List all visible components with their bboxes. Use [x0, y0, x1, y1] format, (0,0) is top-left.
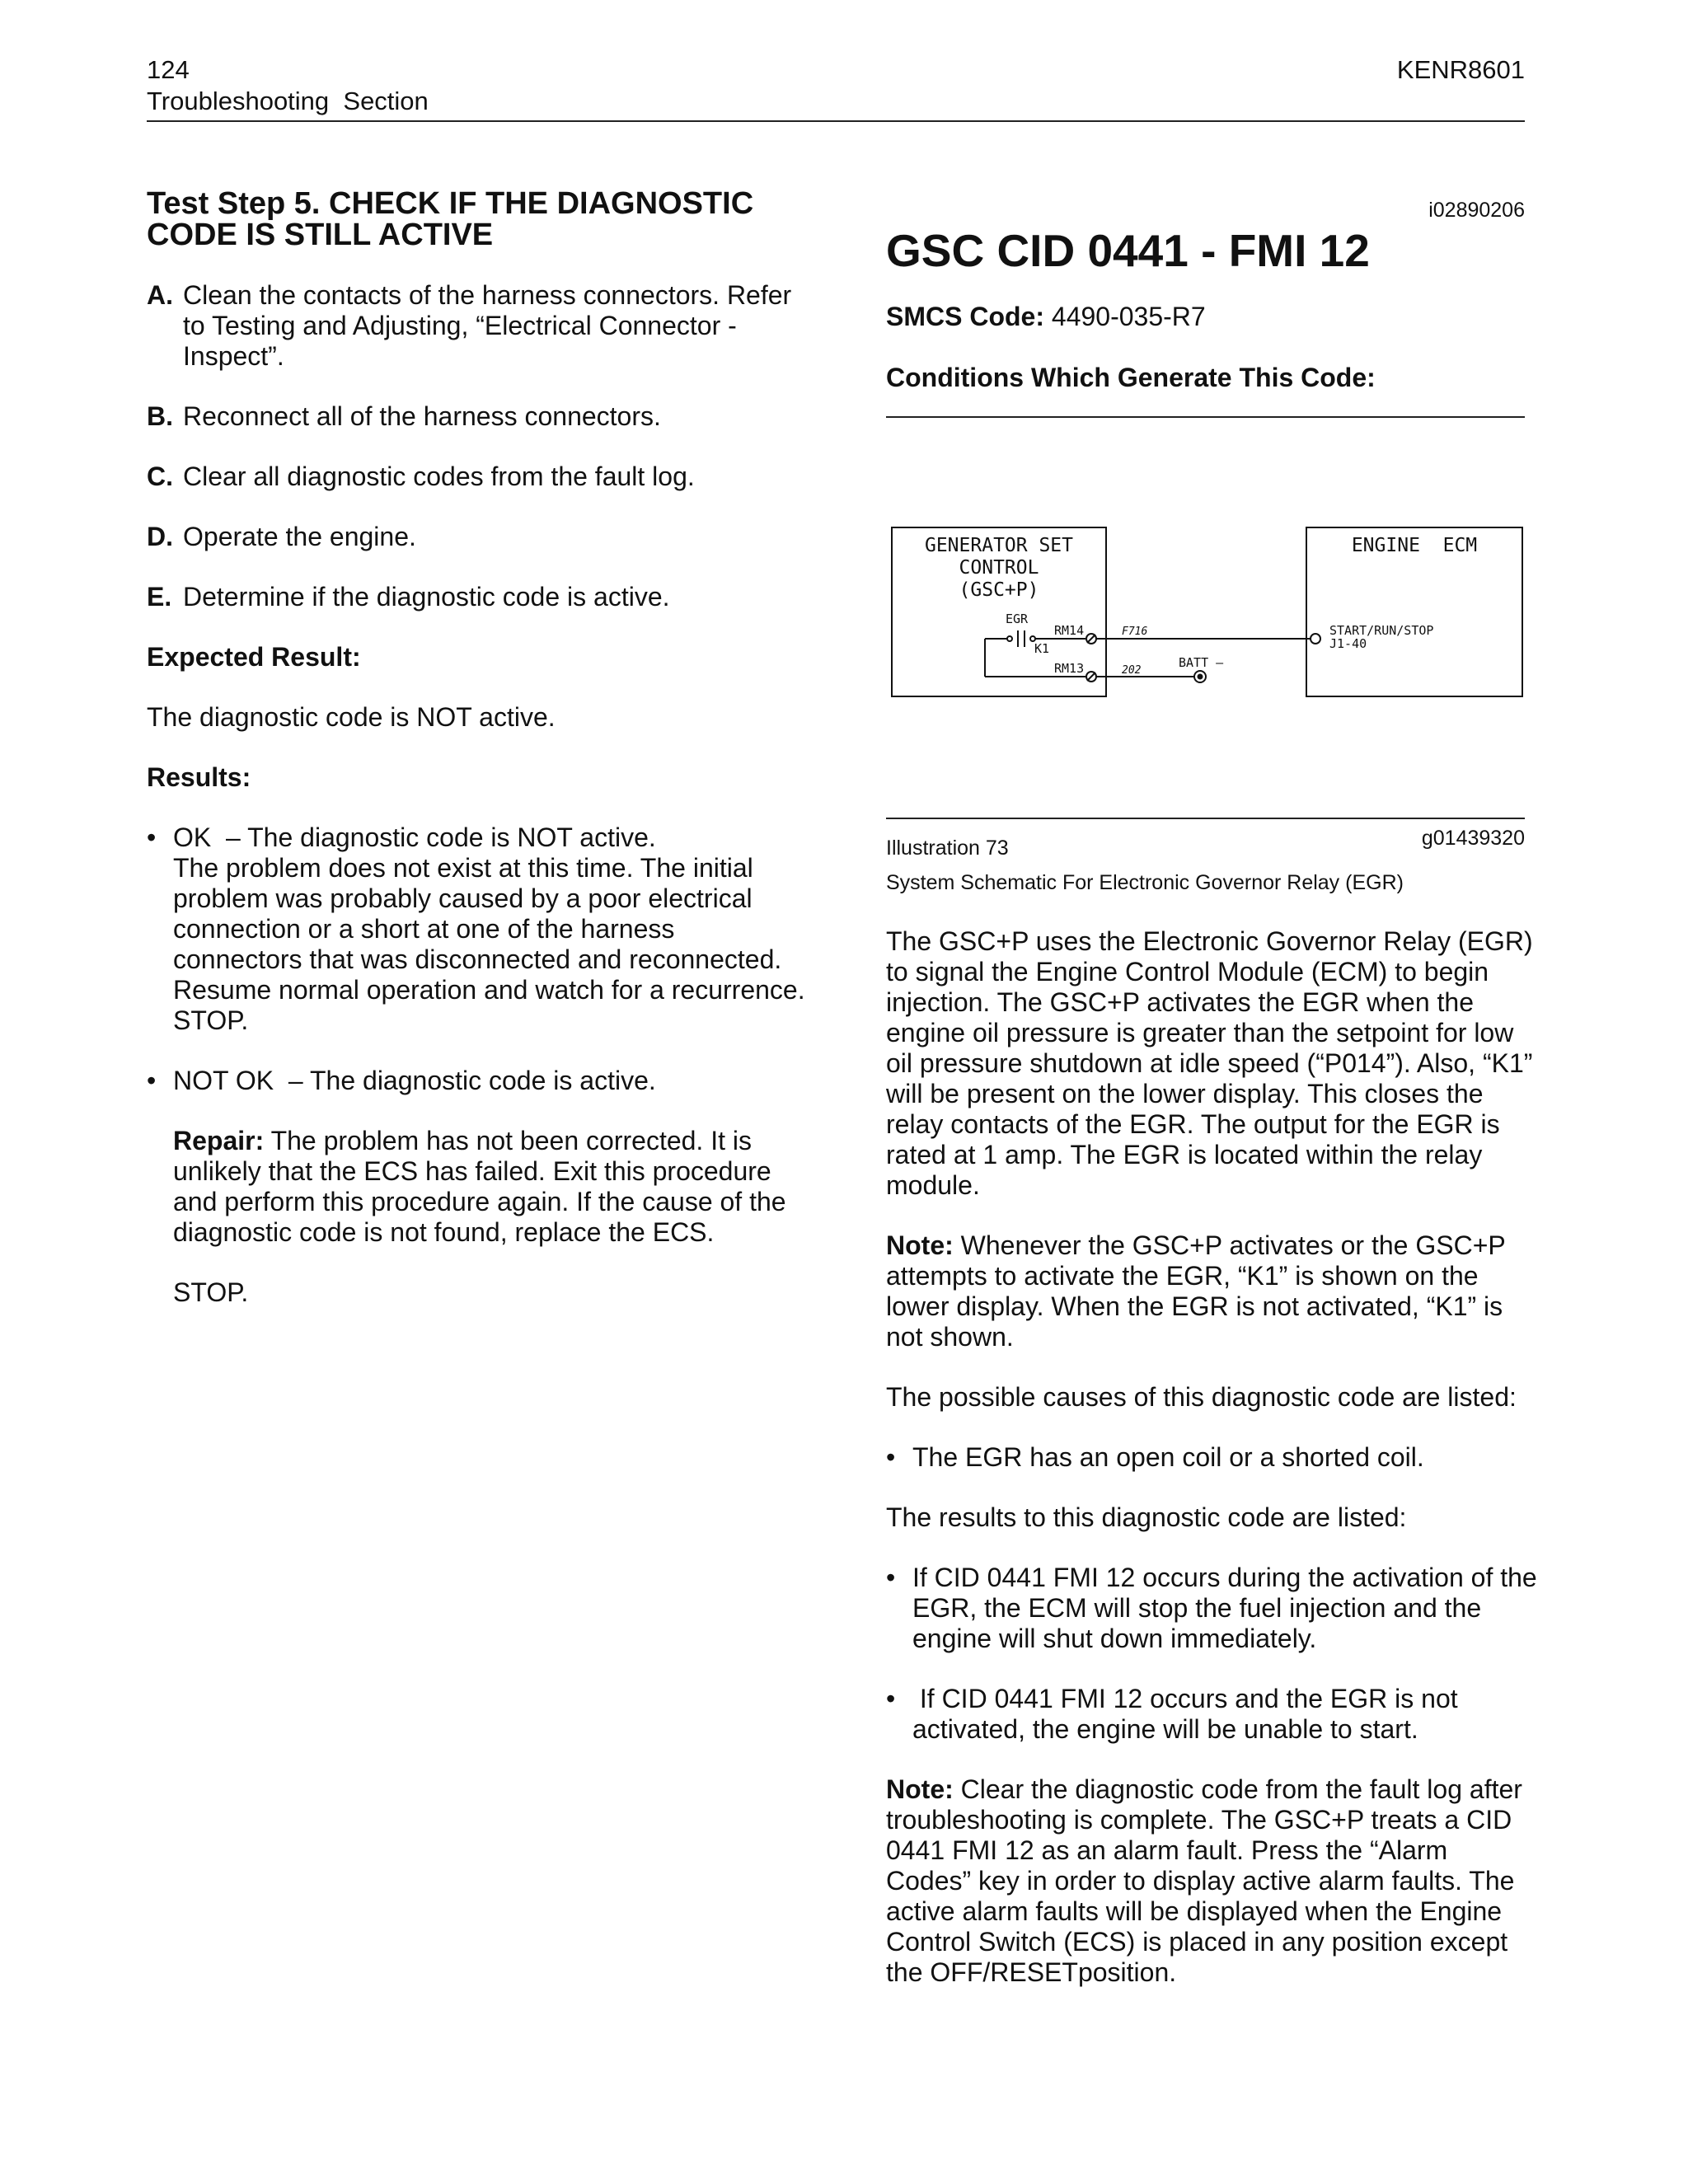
egr-label: EGR [1006, 612, 1029, 626]
repair-paragraph [173, 1126, 806, 1248]
step-text: Reconnect all of the harness connectors. [183, 401, 661, 431]
figure-top-rule [886, 416, 1525, 418]
note-paragraph-2 [886, 1774, 1537, 1988]
conditions-heading: Conditions Which Generate This Code: [886, 363, 1376, 392]
bullet-icon: • [886, 1684, 896, 1713]
header-rule [147, 120, 1525, 122]
smcs-code [886, 302, 1206, 332]
step-text: Determine if the diagnostic code is active. [183, 582, 670, 612]
expected-result-heading: Expected Result: [147, 642, 361, 672]
expected-result-text: The diagnostic code is NOT active. [147, 702, 556, 732]
step-text: Clean the contacts of the harness connectors. Refer to Testing and Adjusting, “Electrical Connector - Inspect”. [183, 280, 792, 371]
step-letter: C. [147, 462, 173, 491]
causes-intro: The possible causes of this diagnostic code are listed: [886, 1382, 1517, 1412]
result-item-2 [886, 1684, 1537, 1745]
wire-f716-label: F716 [1122, 626, 1148, 638]
wire-202-label: 202 [1122, 664, 1142, 677]
result-item-1 [886, 1563, 1537, 1654]
egr-schematic [886, 511, 1529, 709]
section-title: Troubleshooting Section [147, 87, 429, 115]
cause-item [886, 1442, 1537, 1473]
step-e [147, 582, 806, 612]
step-title: Test Step 5. CHECK IF THE DIAGNOSTIC CODE IS STILL ACTIVE [147, 186, 754, 252]
step-letter: A. [147, 280, 173, 310]
repair-text: The problem has not been corrected. It is unlikely that the ECS has failed. Exit this procedure and perform this procedure again. If the cause of the diagnostic code is not found, replace the ECS. [173, 1126, 786, 1247]
cause-text: The EGR has an open coil or a shorted coil. [912, 1442, 1424, 1472]
figure-bottom-rule [886, 818, 1525, 819]
gsc-label-line3: (GSC+P) [959, 579, 1039, 601]
gsc-label-line2: CONTROL [959, 557, 1039, 579]
start-run-stop-label: START/RUN/STOP [1329, 623, 1434, 638]
step-c [147, 462, 806, 492]
rm13-label: RM13 [1054, 661, 1085, 676]
result-text: If CID 0441 FMI 12 occurs during the activation of the EGR, the ECM will stop the fuel injection and the engine will shut down immediately. [912, 1563, 1537, 1653]
note-text: Clear the diagnostic code from the fault log after troubleshooting is complete. The GSC+P treats a CID 0441 FMI 12 as an alarm fault. Press the “Alarm Codes” key in order to display active alarm faults. The active alarm faults will be displayed when the Engine Control Switch (ECS) is placed in any position except the OFF/RESETposition. [886, 1774, 1522, 1987]
description-paragraph: The GSC+P uses the Electronic Governor Relay (EGR) to signal the Engine Control Module (ECM) to begin injection. The GSC+P activates the EGR when the engine oil pressure is greater than the setpoint for low oil pressure shutdown at idle speed (“P014”). Also, “K1” will be present on the lower display. This closes the relay contacts of the EGR. The output for the EGR is rated at 1 amp. The EGR is located within the relay module. [886, 926, 1533, 1200]
result-not-ok-line: NOT OK – The diagnostic code is active. [173, 1066, 656, 1095]
note-label: Note: [886, 1774, 954, 1804]
batt-label: BATT – [1179, 655, 1224, 670]
step-text: Operate the engine. [183, 522, 416, 551]
step-d [147, 522, 806, 552]
note-text: Whenever the GSC+P activates or the GSC+P attempts to activate the EGR, “K1” is shown on the lower display. When the EGR is not activated, “K1” is not shown. [886, 1230, 1506, 1352]
bullet-icon: • [886, 1442, 896, 1472]
results-heading: Results: [147, 762, 251, 792]
k1-label: K1 [1034, 641, 1050, 656]
step-letter: E. [147, 582, 172, 612]
terminal-j1-40 [1311, 634, 1320, 644]
left-column [147, 188, 806, 1308]
j1-40-label: J1-40 [1329, 636, 1367, 651]
note-paragraph-1 [886, 1230, 1537, 1352]
results-intro: The results to this diagnostic code are listed: [886, 1502, 1407, 1532]
step-a [147, 280, 806, 372]
result-text: If CID 0441 FMI 12 occurs and the EGR is not activated, the engine will be unable to start. [912, 1684, 1465, 1744]
result-ok-text: The problem does not exist at this time. The initial problem was probably caused by a poor electrical connection or a short at one of the harness connectors that was disconnected and reconnected. Resume normal operation and watch for a recurrence. STOP. [173, 853, 805, 1035]
ecm-label: ENGINE ECM [1351, 535, 1478, 556]
page-number: 124 [147, 55, 190, 84]
step-letter: B. [147, 401, 173, 431]
step-b [147, 401, 806, 432]
illustration-id: g01439320 [1421, 827, 1525, 850]
result-ok-line: OK – The diagnostic code is NOT active. [173, 823, 656, 852]
gsc-label-line1: GENERATOR SET [924, 535, 1074, 556]
rm14-label: RM14 [1054, 623, 1085, 638]
repair-label: Repair: [173, 1126, 265, 1155]
step-text: Clear all diagnostic codes from the fault log. [183, 462, 695, 491]
figure-caption: System Schematic For Electronic Governor Relay (EGR) [886, 871, 1404, 894]
smcs-value: 4490-035-R7 [1051, 302, 1206, 331]
page-title: GSC CID 0441 - FMI 12 [886, 225, 1370, 276]
bullet-icon: • [147, 1066, 157, 1095]
right-column-body [886, 926, 1537, 1988]
stop-text: STOP. [173, 1277, 249, 1307]
result-ok [147, 823, 806, 1036]
bullet-icon: • [147, 823, 157, 852]
step-letter: D. [147, 522, 173, 551]
bullet-icon: • [886, 1563, 896, 1592]
document-id: KENR8601 [1396, 55, 1525, 84]
result-not-ok [147, 1066, 806, 1308]
illustration-label: Illustration 73 [886, 837, 1009, 860]
document-reference: i02890206 [1428, 199, 1525, 222]
smcs-label: SMCS Code: [886, 302, 1044, 331]
note-label: Note: [886, 1230, 954, 1260]
